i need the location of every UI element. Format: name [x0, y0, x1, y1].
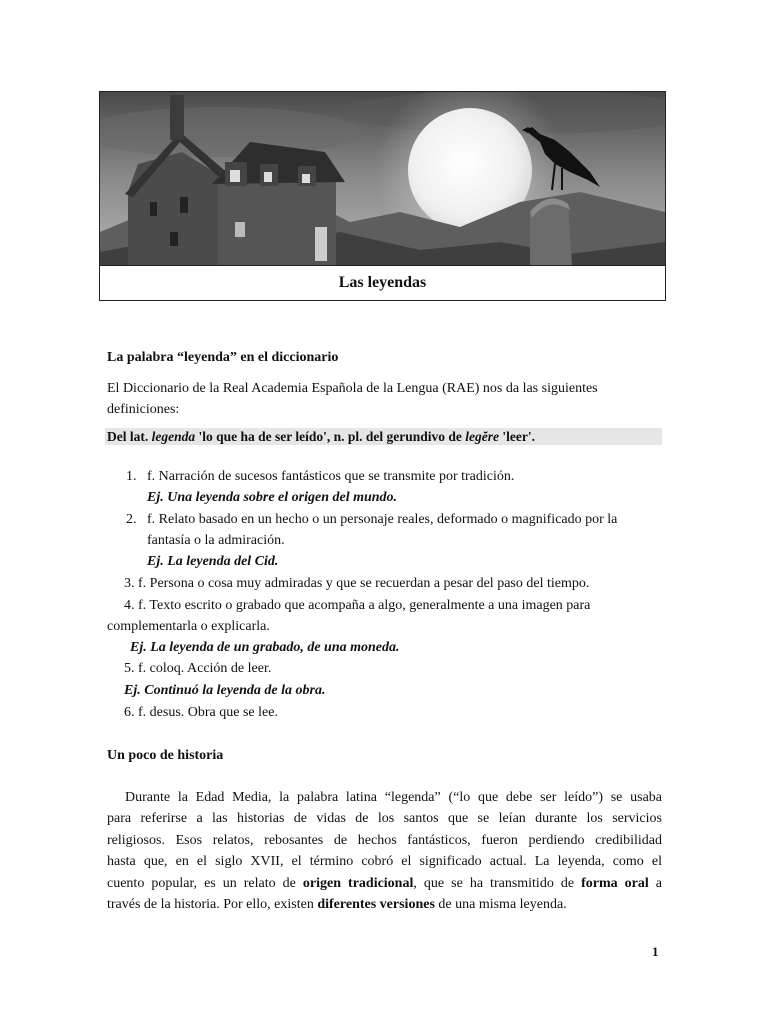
definition-6: 6. f. desus. Obra que se lee. — [124, 705, 278, 720]
history-line-5: cuento popular, es un relato de origen tradicional, que se ha transmitido de forma oral a — [107, 875, 663, 891]
definition-1-example: Ej. Una leyenda sobre el origen del mundo. — [147, 490, 398, 505]
history-line-1: Durante la Edad Media, la palabra latina “legenda” (“lo que debe ser leído”) se usaba — [125, 790, 662, 805]
definition-5: 5. f. coloq. Acción de leer. — [124, 661, 272, 676]
definition-3: 3. f. Persona o cosa muy admiradas y que se recuerdan a pesar del paso del tiempo. — [124, 576, 590, 591]
intro-line-1: El Diccionario de la Real Academia Española de la Lengua (RAE) nos da las siguientes — [107, 381, 598, 396]
etymology-line: Del lat. legenda 'lo que ha de ser leído', n. pl. del gerundivo de legĕre 'leer'. — [105, 428, 662, 445]
definition-5-example: Ej. Continuó la leyenda de la obra. — [124, 683, 326, 698]
history-line-4: hasta que, en el siglo XVII, el término cobró el significado actual. La leyenda, como el — [107, 854, 662, 870]
history-line-3: religiosos. Esos relatos, rebosantes de hechos fantásticos, fueron perdiendo credibilidad — [107, 832, 662, 848]
definition-2-example: Ej. La leyenda del Cid. — [147, 554, 279, 569]
section-heading-history: Un poco de historia — [107, 748, 224, 763]
banner-image-haunted-house — [100, 92, 665, 265]
definition-2-continued: fantasía o la admiración. — [147, 533, 285, 548]
history-line-2: para referirse a las historias de vidas de los santos que se leían durante los servicios — [107, 811, 662, 827]
intro-line-2: definiciones: — [107, 402, 180, 417]
page-number: 1 — [652, 944, 659, 959]
definition-1: 1. f. Narración de sucesos fantásticos que se transmite por tradición. — [126, 469, 515, 484]
definition-4-continued: complementarla o explicarla. — [107, 619, 270, 634]
definition-4: 4. f. Texto escrito o grabado que acompaña a algo, generalmente a una imagen para — [124, 598, 591, 613]
header-banner — [99, 91, 666, 301]
document-title: Las leyendas — [100, 265, 665, 300]
history-paragraph — [107, 787, 662, 915]
section-heading-dictionary: La palabra “leyenda” en el diccionario — [107, 350, 339, 365]
definition-4-example: Ej. La leyenda de un grabado, de una moneda. — [130, 640, 400, 655]
definition-2: 2. f. Relato basado en un hecho o un personaje reales, deformado o magnificado por la — [126, 512, 618, 527]
history-line-6: través de la historia. Por ello, existen diferentes versiones de una misma leyenda. — [107, 897, 567, 913]
